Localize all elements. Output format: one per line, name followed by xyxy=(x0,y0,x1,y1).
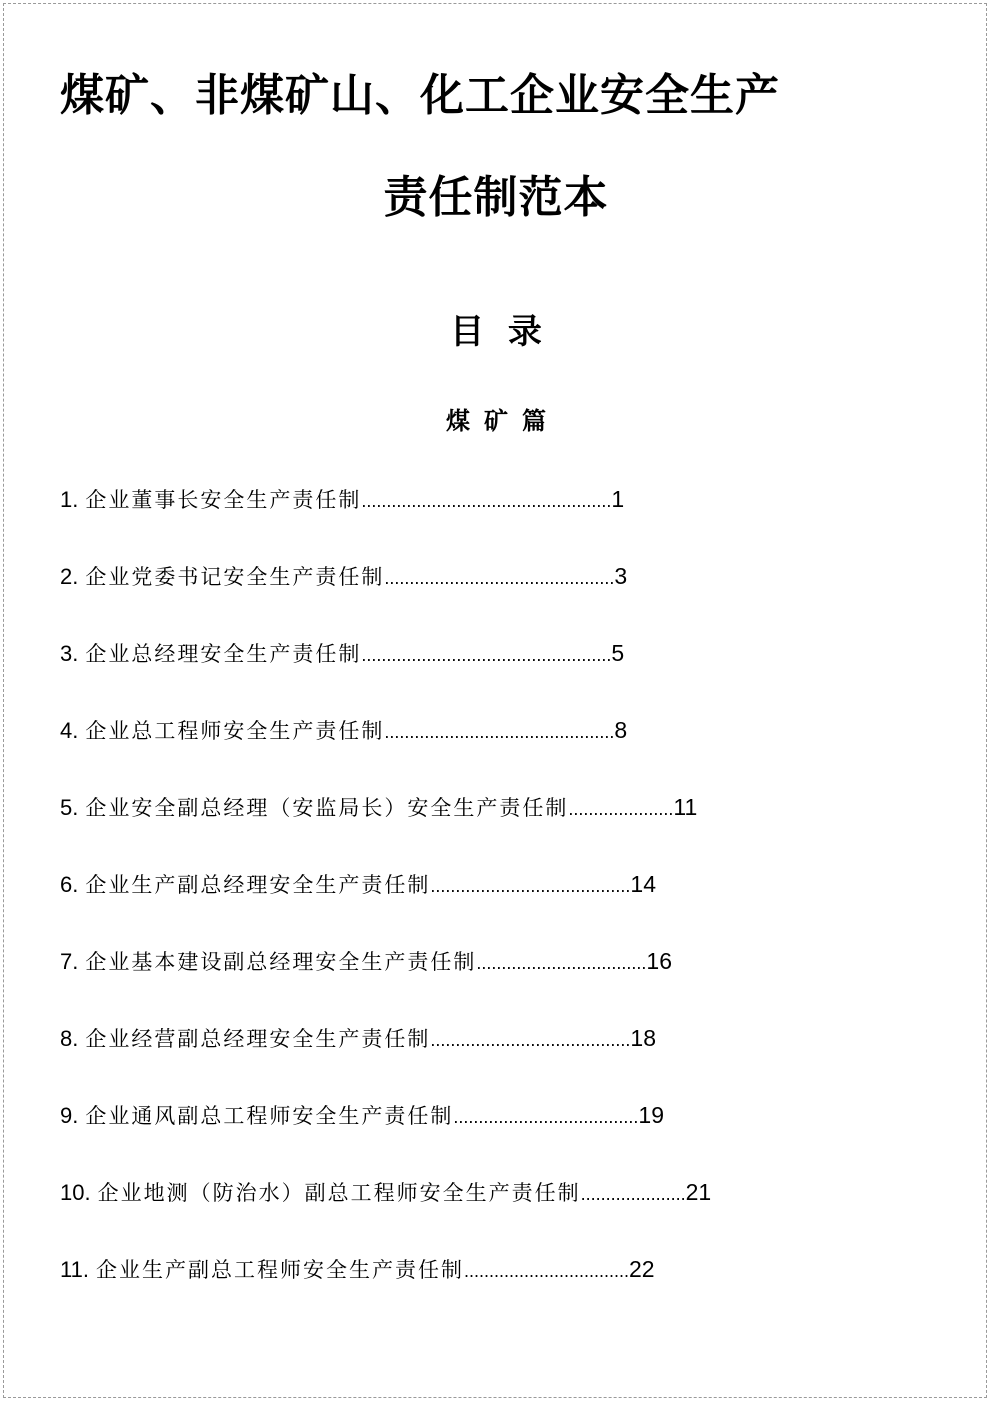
toc-entry[interactable] xyxy=(60,790,940,867)
toc-entry-title: 企业党委书记安全生产责任制 xyxy=(85,565,385,589)
toc-entry[interactable] xyxy=(60,944,940,1021)
toc-entry-leader: .................................................. xyxy=(361,491,612,511)
toc-entry-title: 企业生产副总工程师安全生产责任制 xyxy=(95,1258,464,1282)
toc-entry-number: 7. xyxy=(60,949,79,974)
toc-entry-page: 5 xyxy=(611,640,625,666)
toc-entry-leader: ..................................... xyxy=(453,1107,639,1127)
toc-entry-leader: ........................................ xyxy=(430,876,631,896)
document-title-line-1: 煤矿、非煤矿山、化工企业安全生产 xyxy=(60,70,780,121)
toc-entry-leader: .............................................. xyxy=(384,568,615,588)
toc-entry[interactable] xyxy=(60,1252,940,1329)
toc-entry-page: 8 xyxy=(614,717,628,743)
toc-entry-leader: .................................. xyxy=(476,953,647,973)
section-heading: 煤矿篇 xyxy=(446,406,560,435)
toc-entry[interactable] xyxy=(60,482,940,559)
toc-entry-leader: ........................................ xyxy=(430,1030,631,1050)
toc-entry[interactable] xyxy=(60,867,940,944)
toc-entry-page: 1 xyxy=(611,486,625,512)
toc-entry-page: 14 xyxy=(630,871,656,897)
toc-entry-leader: ..................... xyxy=(580,1184,686,1204)
toc-entry-leader: ..................... xyxy=(568,799,674,819)
toc-entry-leader: .................................................. xyxy=(361,645,612,665)
toc-entry[interactable] xyxy=(60,1175,940,1252)
toc-entry-number: 3. xyxy=(60,641,79,666)
toc-entry-title: 企业生产副总经理安全生产责任制 xyxy=(85,873,431,897)
toc-entry-number: 10. xyxy=(60,1180,91,1205)
toc-entry-title: 企业通风副总工程师安全生产责任制 xyxy=(85,1104,454,1128)
toc-entry-page: 18 xyxy=(630,1025,656,1051)
toc-entry[interactable] xyxy=(60,636,940,713)
toc-entry-number: 2. xyxy=(60,564,79,589)
toc-entry-title: 企业经营副总经理安全生产责任制 xyxy=(85,1027,431,1051)
document-title-line-2: 责任制范本 xyxy=(383,172,609,223)
toc-entry-number: 6. xyxy=(60,872,79,897)
toc-entry-title: 企业安全副总经理（安监局长）安全生产责任制 xyxy=(85,796,569,820)
toc-entry-leader: ................................. xyxy=(463,1261,629,1281)
toc-entry-number: 4. xyxy=(60,718,79,743)
toc-entry-title: 企业基本建设副总经理安全生产责任制 xyxy=(85,950,477,974)
toc-entry-page: 3 xyxy=(614,563,628,589)
toc-entry-title: 企业董事长安全生产责任制 xyxy=(85,488,362,512)
toc-entry-title: 企业地测（防治水）副总工程师安全生产责任制 xyxy=(97,1181,581,1205)
toc-entry-page: 21 xyxy=(685,1179,712,1205)
toc-entry[interactable] xyxy=(60,1021,940,1098)
toc-entry-number: 5. xyxy=(60,795,79,820)
toc-entry-number: 8. xyxy=(60,1026,79,1051)
toc-entry-page: 16 xyxy=(646,948,672,974)
toc-entry-leader: .............................................. xyxy=(384,722,615,742)
toc-entry-title: 企业总经理安全生产责任制 xyxy=(85,642,362,666)
toc-entry[interactable] xyxy=(60,713,940,790)
toc-entry-page: 22 xyxy=(629,1256,655,1282)
toc-entry[interactable] xyxy=(60,559,940,636)
toc-entry-number: 1. xyxy=(60,487,79,512)
table-of-contents xyxy=(60,482,940,1329)
toc-heading: 目 录 xyxy=(450,312,542,352)
toc-entry-page: 19 xyxy=(638,1102,664,1128)
toc-entry-number: 11. xyxy=(60,1257,89,1282)
toc-entry[interactable] xyxy=(60,1098,940,1175)
toc-entry-number: 9. xyxy=(60,1103,79,1128)
toc-entry-title: 企业总工程师安全生产责任制 xyxy=(85,719,385,743)
toc-entry-page: 11 xyxy=(673,794,698,820)
